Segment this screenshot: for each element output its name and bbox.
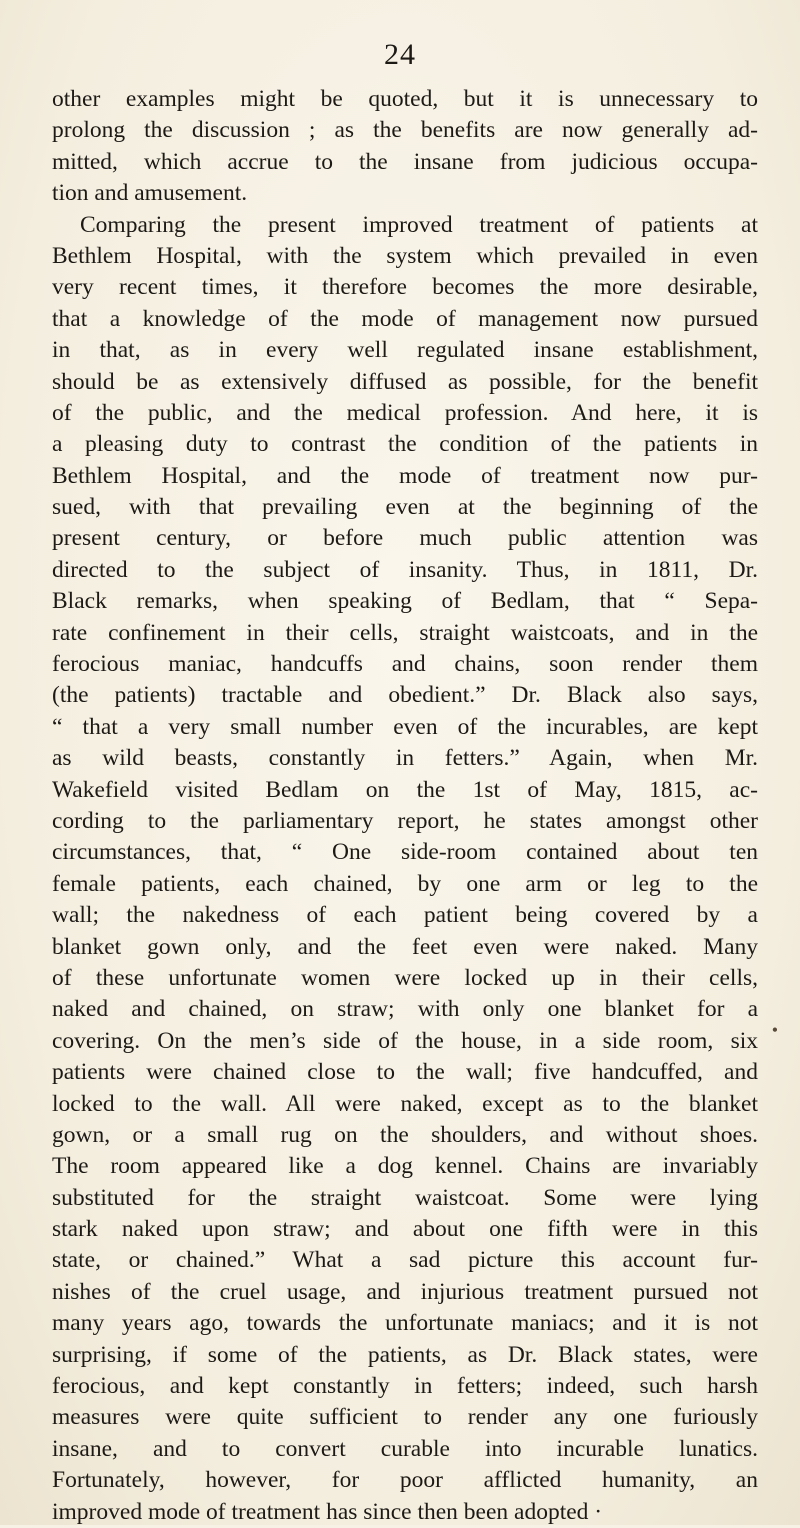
margin-speck: • (771, 1020, 778, 1040)
text-line: Fortunately, however, for poor afflicted humanity, an (52, 1467, 758, 1494)
text-line: of these unfortunate women were locked up in their cells, (52, 964, 758, 991)
text-line: in that, as in every well regulated insane establishment, (52, 337, 758, 364)
text-line: blanket gown only, and the feet even were naked. Many (52, 933, 758, 960)
text-line: rate confinement in their cells, straight waistcoats, and in the (52, 619, 758, 646)
text-line: present century, or before much public attention was (52, 525, 758, 552)
text-line: “ that a very small number even of the incurables, are kept (52, 713, 758, 740)
text-line: Comparing the present improved treatment of patients at (80, 211, 758, 238)
text-line: sued, with that prevailing even at the beginning of the (52, 494, 758, 521)
text-line: patients were chained close to the wall; five handcuffed, and (52, 1059, 758, 1086)
text-line: insane, and to convert curable into incurable lunatics. (52, 1435, 758, 1462)
text-line: Black remarks, when speaking of Bedlam, that “ Sepa- (52, 588, 758, 615)
text-line: very recent times, it therefore becomes the more desirable, (52, 274, 758, 301)
text-line: many years ago, towards the unfortunate maniacs; and it is not (52, 1310, 758, 1337)
body-text (52, 84, 758, 1528)
text-line: nishes of the cruel usage, and injurious treatment pursued not (52, 1278, 758, 1305)
text-line: a pleasing duty to contrast the condition of the patients in (52, 431, 758, 458)
text-line: The room appeared like a dog kennel. Chains are invariably (52, 1153, 758, 1180)
text-line: circumstances, that, “ One side-room contained about ten (52, 839, 758, 866)
text-line: other examples might be quoted, but it is unnecessary to (52, 86, 758, 112)
text-line: wall; the nakedness of each patient being covered by a (52, 902, 758, 929)
text-line: female patients, each chained, by one arm or leg to the (52, 870, 758, 897)
text-line: as wild beasts, constantly in fetters.” Again, when Mr. (52, 745, 758, 772)
text-line: of the public, and the medical profession. And here, it is (52, 399, 758, 426)
text-line: tion and amusement. (52, 180, 248, 207)
text-line: ferocious, and kept constantly in fetters; indeed, such harsh (52, 1373, 758, 1400)
text-line: surprising, if some of the patients, as Dr. Black states, were (52, 1341, 758, 1368)
text-line: (the patients) tractable and obedient.” Dr. Black also says, (52, 682, 758, 709)
text-line: ferocious maniac, handcuffs and chains, soon render them (52, 651, 758, 678)
text-line: cording to the parliamentary report, he states amongst other (52, 807, 758, 834)
text-line: measures were quite sufficient to render any one furiously (52, 1404, 758, 1431)
text-line: Bethlem Hospital, with the system which prevailed in even (52, 242, 758, 269)
text-line: improved mode of treatment has since then been adopted · (52, 1498, 603, 1525)
text-line: Wakefield visited Bedlam on the 1st of May, 1815, ac- (52, 776, 758, 803)
text-line: that a knowledge of the mode of management now pursued (52, 305, 758, 332)
text-line: stark naked upon straw; and about one fifth were in this (52, 1216, 758, 1243)
text-line: gown, or a small rug on the shoulders, and without shoes. (52, 1121, 758, 1148)
text-line: covering. On the men’s side of the house, in a side room, six (52, 1027, 758, 1054)
text-line: locked to the wall. All were naked, except as to the blanket (52, 1090, 758, 1117)
text-line: state, or chained.” What a sad picture this account fur- (52, 1247, 758, 1274)
text-line: should be as extensively diffused as possible, for the benefit (52, 368, 758, 395)
text-line: naked and chained, on straw; with only one blanket for a (52, 996, 758, 1023)
text-line: Bethlem Hospital, and the mode of treatment now pur- (52, 462, 758, 489)
text-line: directed to the subject of insanity. Thus, in 1811, Dr. (52, 556, 758, 583)
text-line: prolong the discussion ; as the benefits are now generally ad- (52, 117, 758, 144)
text-line: substituted for the straight waistcoat. Some were lying (52, 1184, 758, 1211)
text-line: mitted, which accrue to the insane from judicious occupa- (52, 148, 758, 175)
page-number: 24 (384, 38, 416, 71)
